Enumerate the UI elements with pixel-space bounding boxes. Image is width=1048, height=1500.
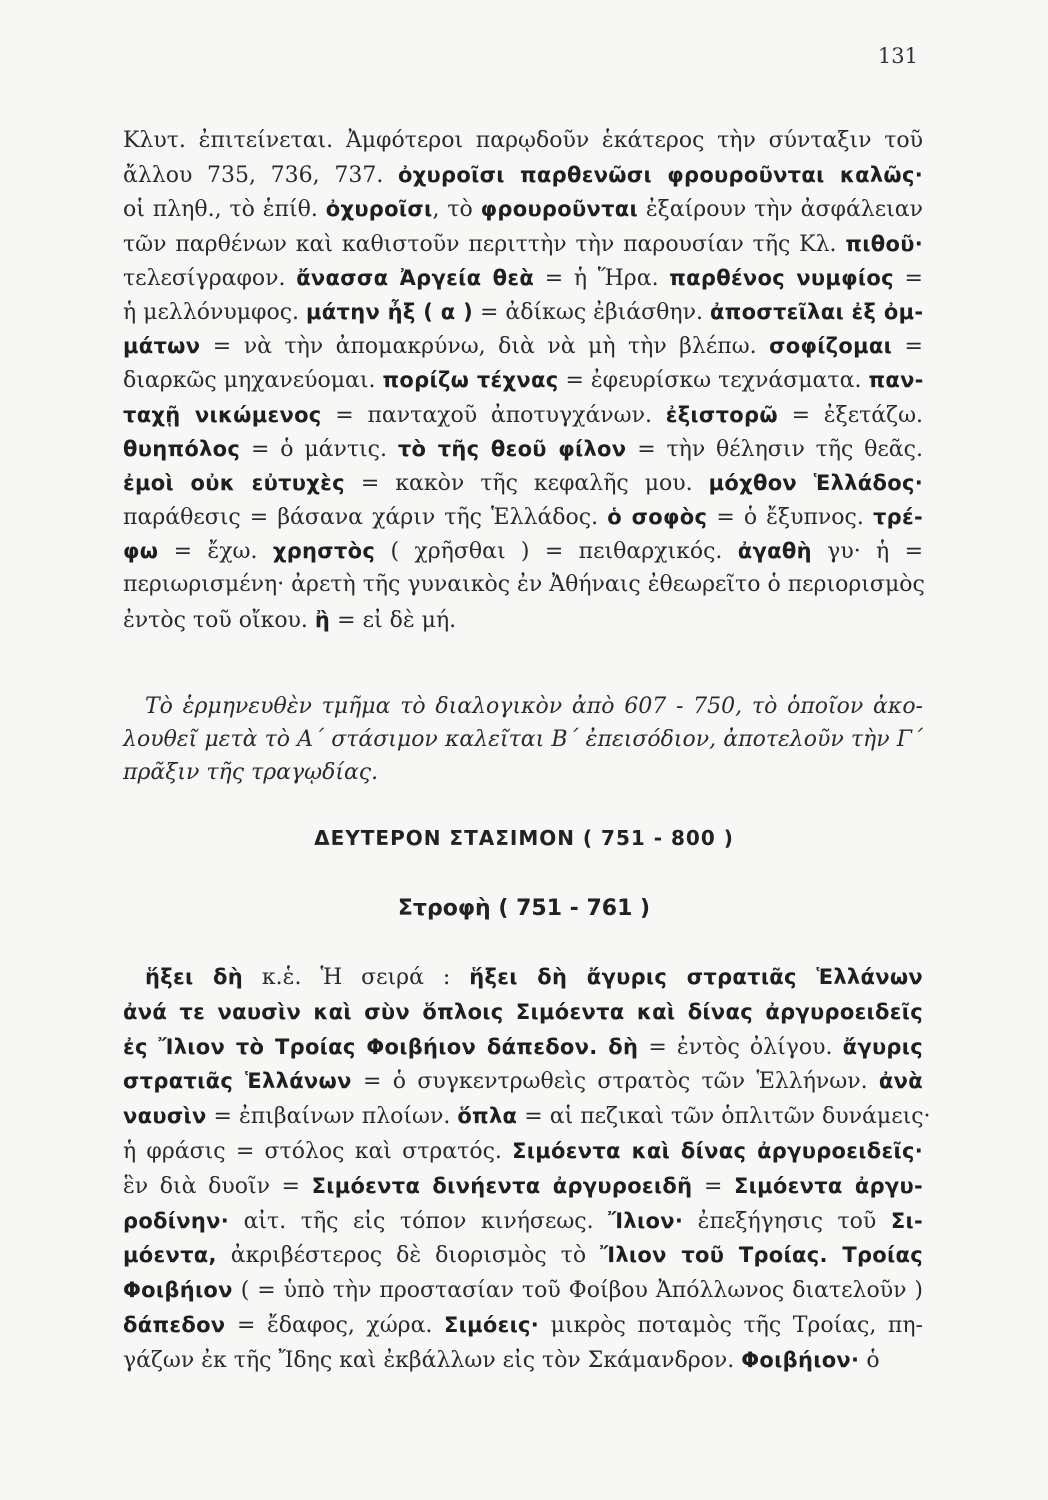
intro-line: λουθεῖ μετὰ τὸ Α΄ στάσιμον καλεῖται Β΄ ἐπεισόδιον, ἀποτελοῦν τὴν Γ΄ <box>123 727 923 752</box>
lemma-term: ἢ <box>314 607 331 632</box>
commentary-line <box>123 295 923 329</box>
strophe-line <box>123 1064 923 1099</box>
gloss-text: = ὁ συγκεντρωθεὶς στρατὸς τῶν Ἑλλήνων. <box>351 1069 879 1095</box>
lemma-term: φω <box>123 539 159 564</box>
lemma-term: Σιμόεντα δινήεντα ἀργυροειδῆ <box>311 1173 693 1198</box>
strophe-line <box>123 1099 931 1134</box>
lemma-term: ἄνασσα Ἀργεία θεὰ <box>296 265 535 290</box>
strophe-line <box>123 995 923 1030</box>
lemma-term: ἐς Ἴλιον τὸ Τροίας Φοιβήιον δάπεδον. δὴ <box>123 1034 639 1059</box>
lemma-term: ταχῇ νικώμενος <box>123 402 322 427</box>
gloss-text: = κακὸν τῆς κεφαλῆς μου. <box>344 470 709 496</box>
strophe-line <box>123 1204 923 1239</box>
lemma-term: χρηστὸς <box>272 539 376 564</box>
gloss-text: περιωρισμένη· ἀρετὴ τῆς γυναικὸς ἐν Ἀθήναις ἐθεωρεῖτο ὁ περιορισμὸς <box>123 572 925 598</box>
gloss-text: = ἐντὸς ὀλίγου. <box>638 1034 843 1060</box>
lemma-term: τρέ- <box>872 505 923 530</box>
commentary-block <box>123 124 923 637</box>
lemma-term: ἀνὰ <box>878 1069 923 1094</box>
gloss-text: τελεσίγραφον. <box>123 265 297 291</box>
lemma-term: ροδίνην· <box>123 1208 230 1233</box>
gloss-text: = πανταχοῦ ἀποτυγχάνων. <box>321 402 666 428</box>
gloss-text: ἓν διὰ δυοῖν = <box>123 1173 312 1199</box>
strophe-line <box>123 1273 923 1308</box>
gloss-text: ἡ μελλόνυμφος. <box>123 299 307 325</box>
gloss-text: ἐξαίρουν τὴν ἀσφάλειαν <box>637 197 924 223</box>
gloss-text: ἐντὸς τοῦ οἴκου. <box>123 607 315 633</box>
lemma-term: μάτην ἦξ ( α ) <box>306 299 473 324</box>
gloss-text: = νὰ τὴν ἀπομακρύνω, διὰ νὰ μὴ τὴν βλέπω. <box>200 334 770 360</box>
gloss-text: = <box>893 265 923 291</box>
gloss-text: ἀκριβέστερος δὲ διορισμὸς τὸ <box>216 1243 601 1269</box>
lemma-term: Ἴλιον· <box>608 1208 684 1233</box>
gloss-text: = <box>892 334 923 360</box>
strophe-line <box>123 1030 923 1065</box>
lemma-term: ἐξιστορῶ <box>665 402 778 427</box>
lemma-term: δάπεδον <box>123 1312 226 1337</box>
gloss-text: = αἱ πεζικαὶ τῶν ὁπλιτῶν δυνάμεις· <box>517 1104 931 1130</box>
commentary-line <box>123 568 923 602</box>
strophe-line <box>123 1238 923 1273</box>
gloss-text: Κλυτ. ἐπιτείνεται. Ἀμφότεροι παρῳδοῦν ἑκάτερος τὴν σύνταξιν τοῦ <box>123 128 923 153</box>
intro-paragraph <box>123 690 923 789</box>
strophe-line <box>123 1169 923 1204</box>
gloss-text: κ.ἑ. Ἡ σειρά : <box>242 965 470 990</box>
lemma-term: ἄγυρις <box>842 1034 923 1059</box>
subsection-title: Στροφὴ ( 751 - 761 ) <box>397 896 651 921</box>
lemma-term: μόχθον Ἑλλάδος· <box>708 470 924 495</box>
commentary-line <box>123 227 923 261</box>
gloss-text: = ἐφευρίσκω τεχνάσματα. <box>558 368 869 394</box>
lemma-term: τὸ τῆς θεοῦ φίλον <box>397 436 627 461</box>
gloss-text: ( χρῆσθαι ) = πειθαρχικός. <box>375 539 738 565</box>
lemma-term: φρουροῦνται <box>480 197 638 222</box>
strophe-line <box>123 960 923 995</box>
strophe-commentary <box>123 960 931 1378</box>
lemma-term: πιθοῦ· <box>845 231 923 256</box>
lemma-term: Σιμόεις· <box>443 1312 540 1337</box>
lemma-term: Σιμόεντα ἀργυ- <box>734 1173 924 1198</box>
lemma-term: Φοιβήιον· <box>741 1347 860 1372</box>
strophe-line <box>123 1308 923 1343</box>
gloss-text: ἐπεξήγησις τοῦ <box>683 1208 891 1234</box>
gloss-text: = ἔχω. <box>158 539 273 565</box>
lemma-term: ἀγαθὴ <box>737 539 812 564</box>
lemma-term: ναυσὶν <box>123 1104 207 1129</box>
commentary-line <box>123 124 923 158</box>
gloss-text: = ὁ ἔξυπνος. <box>707 505 873 531</box>
gloss-text: αἰτ. τῆς εἰς τόπον κινήσεως. <box>229 1208 609 1234</box>
lemma-term: μόεντα, <box>123 1243 217 1268</box>
lemma-term: ὁ σοφὸς <box>607 505 708 530</box>
gloss-text: ὁ <box>859 1347 880 1373</box>
gloss-text: = ὁ μάντις. <box>240 436 398 462</box>
gloss-text: = ἔδαφος, χώρα. <box>225 1312 444 1338</box>
section-title: ΔΕΥΤΕΡΟΝ ΣΤΑΣΙΜΟΝ ( 751 - 800 ) <box>314 826 734 850</box>
gloss-text: = ἐπιβαίνων πλοίων. <box>206 1104 458 1130</box>
gloss-text: = ἐξετάζω. <box>777 402 923 428</box>
gloss-text: ( = ὑπὸ τὴν προστασίαν τοῦ Φοίβου Ἀπόλλωνος διατελοῦν ) <box>232 1278 923 1304</box>
commentary-line <box>123 398 923 432</box>
gloss-text: ἡ φράσις = στόλος καὶ στρατός. <box>123 1138 513 1164</box>
commentary-line <box>123 363 923 397</box>
lemma-term: παν- <box>868 368 924 393</box>
lemma-term: Σιμόεντα καὶ δίνας ἀργυροειδεῖς· <box>512 1138 923 1163</box>
commentary-line <box>123 466 923 500</box>
gloss-text: = εἰ δὲ μή. <box>330 607 457 633</box>
commentary-line <box>123 329 923 363</box>
lemma-term: σοφίζομαι <box>769 334 893 359</box>
gloss-text: = ἡ Ἥρα. <box>534 265 670 291</box>
gloss-text: ἄλλου 735, 736, 737. <box>123 163 398 189</box>
lemma-term: Ἴλιον τοῦ Τροίας. Τροίας <box>600 1243 923 1268</box>
commentary-line <box>123 158 923 192</box>
lemma-term: πορίζω τέχνας <box>382 368 559 393</box>
commentary-line <box>123 192 923 226</box>
lemma-term: ὅπλα <box>457 1104 518 1129</box>
gloss-text: = τὴν θέλησιν τῆς θεᾶς. <box>626 436 923 462</box>
lemma-term: ἥξει δὴ <box>145 965 243 989</box>
strophe-line <box>123 1343 923 1378</box>
lemma-term: Σι- <box>890 1208 924 1233</box>
commentary-line <box>123 603 923 637</box>
lemma-term: ἀνά τε ναυσὶν καὶ σὺν ὅπλοις Σιμόεντα καὶ δίνας ἀργυροειδεῖς <box>123 999 923 1024</box>
gloss-text: γυ· ἡ = <box>811 539 924 565</box>
intro-line: πρᾶξιν τῆς τραγῳδίας. <box>123 760 379 785</box>
lemma-term: παρθένος νυμφίος <box>669 265 894 290</box>
commentary-line <box>123 432 923 466</box>
intro-line: Τὸ ἑρμηνευθὲν τμῆμα τὸ διαλογικὸν ἀπὸ 607 - 750, τὸ ὁποῖον ἀκο- <box>145 694 923 719</box>
lemma-term: ἥξει δὴ ἄγυρις στρατιᾶς Ἑλλάνων <box>469 965 923 989</box>
commentary-line <box>123 500 923 534</box>
page-number: 131 <box>877 44 918 68</box>
gloss-text: = ἀδίκως ἐβιάσθην. <box>472 299 710 325</box>
lemma-term: θυηπόλος <box>123 436 241 461</box>
gloss-text: , τὸ <box>432 197 481 223</box>
gloss-text: γάζων ἐκ τῆς Ἴδης καὶ ἐκβάλλων εἰς τὸν Σκάμανδρον. <box>123 1347 742 1373</box>
commentary-line <box>123 534 923 568</box>
gloss-text: παράθεσις = βάσανα χάριν τῆς Ἑλλάδος. <box>123 505 608 531</box>
lemma-term: ἀποστεῖλαι ἐξ ὀμ- <box>709 299 924 324</box>
lemma-term: ὀχυροῖσι <box>325 197 433 222</box>
gloss-text: = <box>692 1173 734 1199</box>
lemma-term: ἐμοὶ οὐκ εὐτυχὲς <box>123 470 345 495</box>
gloss-text: μικρὸς ποταμὸς τῆς Τροίας, πη- <box>539 1312 923 1338</box>
gloss-text: οἱ πληθ., τὸ ἑπίθ. <box>123 197 326 223</box>
gloss-text: τῶν παρθένων καὶ καθιστοῦν περιττὴν τὴν παρουσίαν τῆς Κλ. <box>123 231 846 257</box>
gloss-text: διαρκῶς μηχανεύομαι. <box>123 368 383 394</box>
lemma-term: Φοιβήιον <box>123 1278 233 1303</box>
lemma-term: ὀχυροῖσι παρθενῶσι φρουροῦνται καλῶς· <box>397 163 923 188</box>
strophe-line <box>123 1134 923 1169</box>
commentary-line <box>123 261 923 295</box>
lemma-term: στρατιᾶς Ἑλλάνων <box>123 1069 352 1094</box>
lemma-term: μάτων <box>123 334 201 359</box>
